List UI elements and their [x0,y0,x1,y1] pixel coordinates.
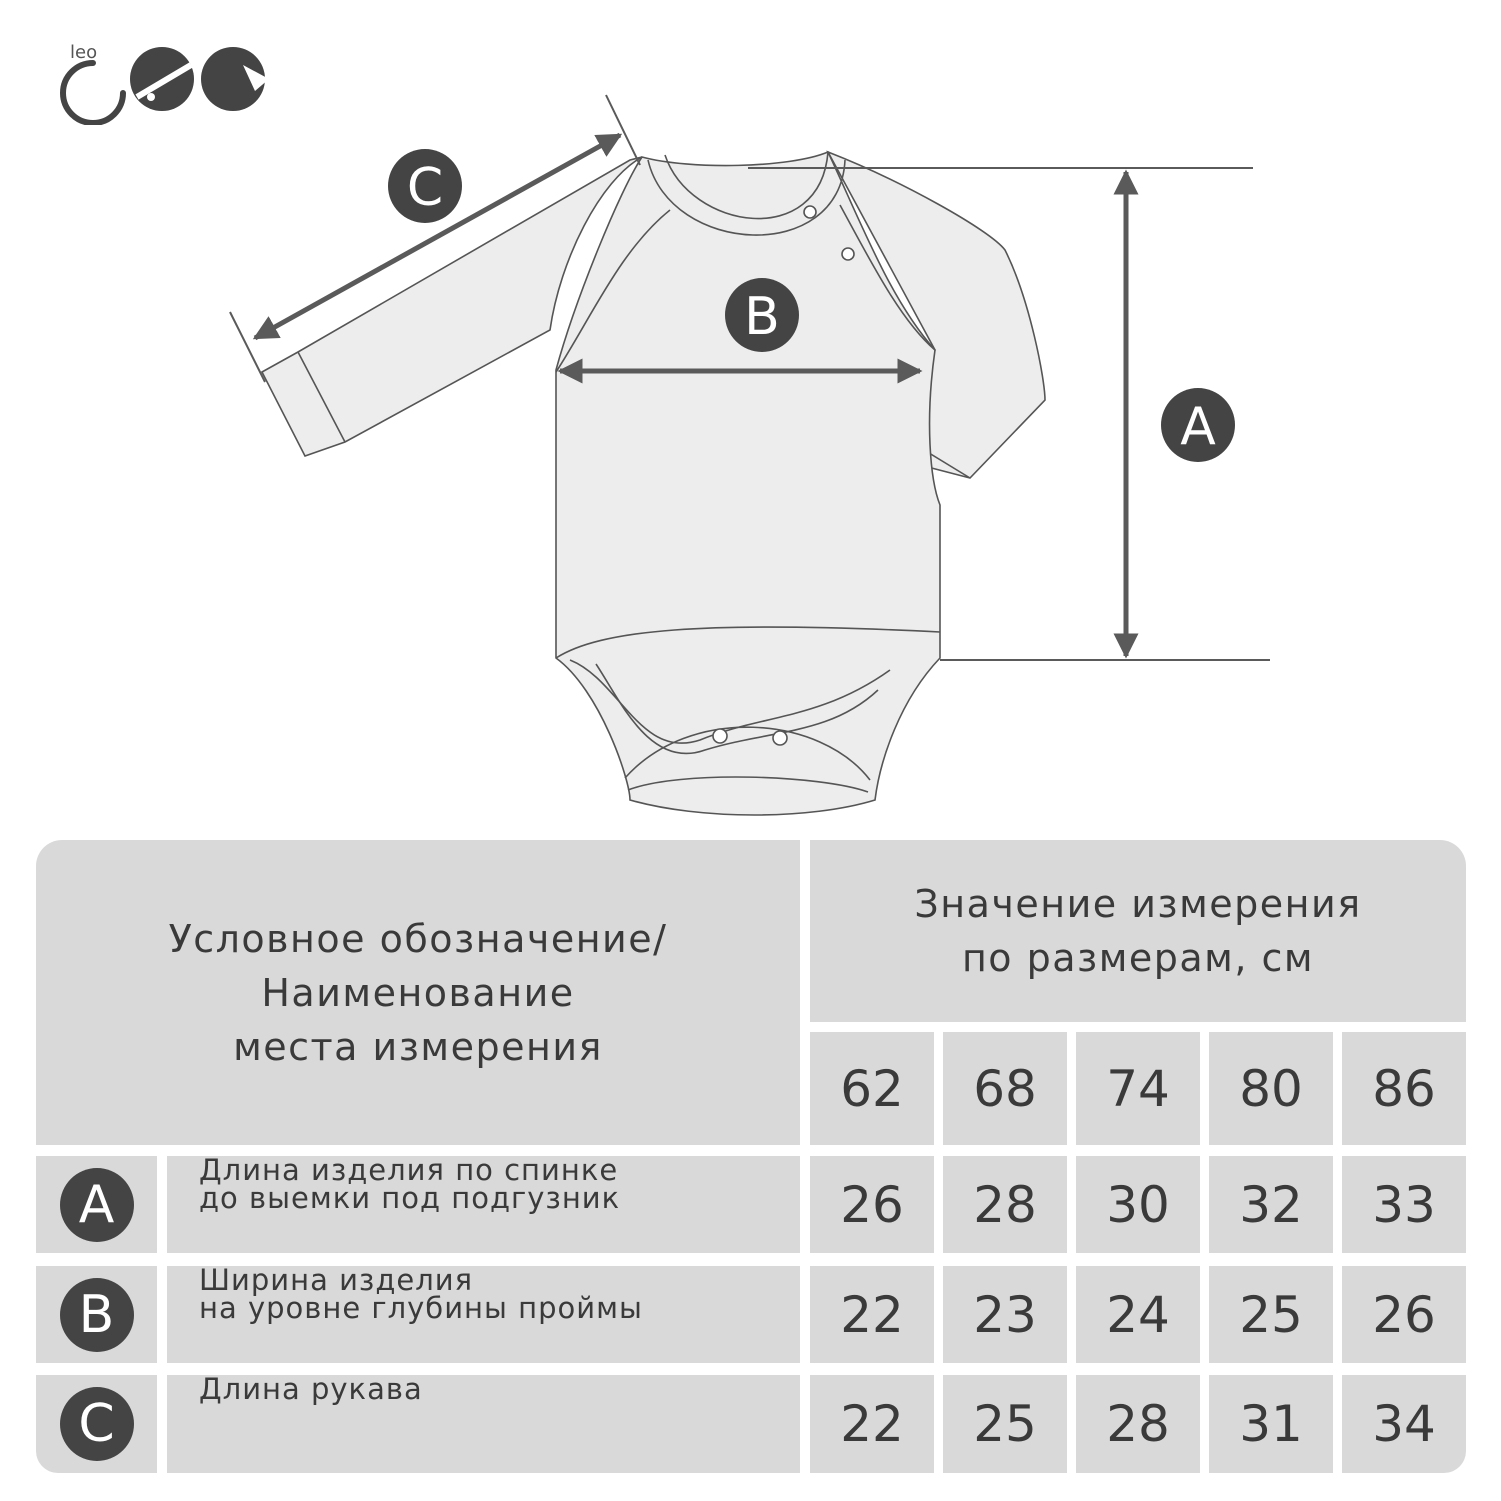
header-legend-line: места измерения [233,1024,603,1069]
size-header: 86 [1342,1032,1466,1145]
row-b-description [167,1263,800,1363]
size-header: 68 [943,1032,1067,1145]
row-a-badge-cell [36,1156,157,1253]
badge-b: B [60,1278,134,1352]
table-cell: 31 [1209,1375,1333,1473]
table-cell: 25 [1209,1266,1333,1363]
table-cell: 32 [1209,1156,1333,1253]
table-cell: 25 [943,1375,1067,1473]
badge-a: A [60,1168,134,1242]
table-cell: 30 [1076,1156,1200,1253]
table-cell: 34 [1342,1375,1466,1473]
logo-small-text: leo [70,42,98,63]
header-legend [36,840,800,1145]
badge-b [725,278,799,352]
header-legend-line: Условное обозначение/ [168,916,668,961]
table-cell: 22 [810,1266,934,1363]
row-a-description [167,1153,800,1253]
table-cell: 24 [1076,1266,1200,1363]
table-cell: 22 [810,1375,934,1473]
row-b-badge-cell [36,1266,157,1363]
description-line: Длина рукава [199,1372,423,1406]
size-header: 74 [1076,1032,1200,1145]
table-cell: 23 [943,1266,1067,1363]
svg-text:A: A [1180,397,1216,457]
description-line: Длина изделия по спинке [199,1153,619,1187]
header-values [810,840,1466,1022]
bodysuit-diagram [0,90,1501,830]
table-cell: 26 [810,1156,934,1253]
table-cell: 28 [1076,1375,1200,1473]
svg-text:C: C [406,158,444,218]
row-c-description [167,1372,800,1473]
badge-c: C [60,1387,134,1461]
svg-text:B: B [744,287,780,347]
badge-c [388,149,462,223]
table-cell: 28 [943,1156,1067,1253]
table-cell: 26 [1342,1266,1466,1363]
description-line: Ширина изделия [199,1263,474,1297]
row-c-badge-cell [36,1375,157,1473]
description-line: до выемки под подгузник [199,1181,621,1215]
bodysuit-outline [262,152,1045,815]
size-header: 80 [1209,1032,1333,1145]
description-line: на уровне глубины проймы [199,1291,643,1325]
table-cell: 33 [1342,1156,1466,1253]
header-values-line: по размерам, см [961,936,1315,980]
header-legend-line: Наименование [261,970,575,1015]
header-values-line: Значение измерения [914,882,1362,926]
badge-a [1161,388,1235,462]
size-header: 62 [810,1032,934,1145]
